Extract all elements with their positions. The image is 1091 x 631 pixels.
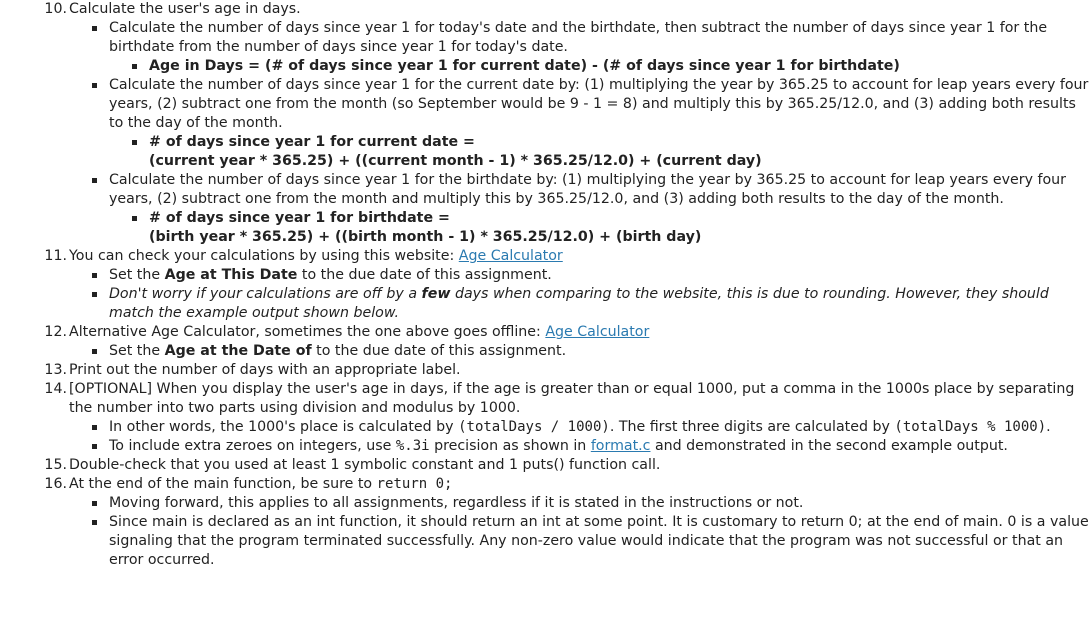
bullet-icon (92, 501, 97, 506)
sub-item-text: Since main is declared as an int function, it should return an int at some point. It is customary to return 0; at the end of main. 0 is a value signaling that the program terminated successfully. Any non-zero value would indicate that the program was not successful or that an error occurred. (109, 514, 1089, 568)
alt-age-calculator-link[interactable]: Age Calculator (545, 324, 650, 340)
sub-item (109, 285, 1091, 323)
item-number: 14. (44, 381, 67, 397)
item-text: At the end of the main function, be sure to (69, 476, 377, 492)
formula-line-2: (current year * 365.25) + ((current month - 1) * 365.25/12.0) + (current day) (149, 153, 762, 169)
formula-line-2: (birth year * 365.25) + ((birth month - 1) * 365.25/12.0) + (birth day) (149, 229, 702, 245)
item-number: 11. (44, 248, 67, 264)
sublist (109, 133, 1091, 171)
sub-item (109, 266, 1091, 285)
code-snippet: (totalDays % 1000) (894, 419, 1047, 435)
sub-item-bold-italic: few (421, 286, 451, 302)
list-item-11 (44, 247, 1091, 323)
sub-item-text: Calculate the number of days since year 1 for the current date by: (1) multiplying the year by 365.25 to account for leap years every four years, (2) subtract one from the month (so September would be 9 - 1 = 8) and multiply this by 365.25/12.0, and (3) adding both results to the day of the month. (109, 77, 1089, 131)
bullet-icon (92, 273, 97, 278)
item-text: Double-check that you used at least 1 symbolic constant and 1 puts() function call. (69, 457, 661, 473)
item-number: 15. (44, 457, 67, 473)
sublist (109, 209, 1091, 247)
item-text: Calculate the user's age in days. (69, 1, 301, 17)
sub-item-text: Set the (109, 343, 165, 359)
sub-item (109, 76, 1091, 171)
sub-item-text: Calculate the number of days since year 1 for the birthdate by: (1) multiplying the year by 365.25 to account for leap years every four years, (2) subtract one from the month and multiply this by 365.25/12.0, and (3) adding both results to the day of the month. (109, 172, 1066, 207)
sub-item (109, 494, 1091, 513)
sub-item-text: . The first three digits are calculated by (609, 419, 895, 435)
code-snippet: %.3i (395, 438, 430, 454)
sublist (69, 418, 1091, 456)
sub-sub-item (149, 209, 1091, 247)
list-item-14 (44, 380, 1091, 456)
sub-item (109, 513, 1091, 570)
sub-item-text: precision as shown in (429, 438, 591, 454)
sublist (69, 342, 1091, 361)
item-text: [OPTIONAL] When you display the user's age in days, if the age is greater than or equal 1000, put a comma in the 1000s place by separating the number into two parts using division and modulus by 1000. (69, 381, 1075, 416)
bullet-icon (132, 216, 137, 221)
sub-item-text: . (1046, 419, 1051, 435)
sub-item-text: and demonstrated in the second example output. (650, 438, 1008, 454)
list-item-10 (44, 0, 1091, 247)
formula-line-1: # of days since year 1 for current date = (149, 134, 475, 150)
item-text: Alternative Age Calculator, sometimes the one above goes offline: (69, 324, 546, 340)
code-snippet: (totalDays / 1000) (458, 419, 610, 435)
code-snippet: return 0; (376, 476, 453, 492)
sublist (69, 494, 1091, 570)
bullet-icon (132, 140, 137, 145)
sublist (69, 266, 1091, 323)
bullet-icon (92, 292, 97, 297)
sub-sub-item (149, 57, 1091, 76)
sub-item (109, 437, 1091, 456)
item-number: 10. (44, 1, 67, 17)
sub-item-text: to the due date of this assignment. (297, 267, 552, 283)
sublist (69, 19, 1091, 247)
formula-line-1: # of days since year 1 for birthdate = (149, 210, 450, 226)
sub-sub-item (149, 133, 1091, 171)
sub-item (109, 19, 1091, 76)
sub-item (109, 171, 1091, 247)
sub-item-text: to the due date of this assignment. (311, 343, 567, 359)
list-item-12 (44, 323, 1091, 361)
sub-item-text: Set the (109, 267, 165, 283)
bullet-icon (92, 520, 97, 525)
sub-item-text: To include extra zeroes on integers, use (109, 438, 396, 454)
item-text: Print out the number of days with an appropriate label. (69, 362, 461, 378)
bullet-icon (132, 64, 137, 69)
sub-item-text: Moving forward, this applies to all assignments, regardless if it is stated in the instructions or not. (109, 495, 804, 511)
sublist (109, 57, 1091, 76)
item-text: You can check your calculations by using this website: (69, 248, 459, 264)
bullet-icon (92, 26, 97, 31)
list-item-16 (44, 475, 1091, 570)
bullet-icon (92, 444, 97, 449)
sub-item-italic: Don't worry if your calculations are off by a (109, 286, 422, 302)
item-number: 12. (44, 324, 67, 340)
item-number: 13. (44, 362, 67, 378)
bullet-icon (92, 83, 97, 88)
sub-item-text: In other words, the 1000's place is calculated by (109, 419, 459, 435)
formula-text: Age in Days = (# of days since year 1 for current date) - (# of days since year 1 for birthdate) (149, 58, 900, 74)
sub-item-bold: Age at This Date (164, 267, 298, 283)
sub-item (109, 418, 1091, 437)
item-number: 16. (44, 476, 67, 492)
bullet-icon (92, 425, 97, 430)
sub-item-bold: Age at the Date of (164, 343, 312, 359)
list-item-15 (44, 456, 1091, 475)
list-item-13 (44, 361, 1091, 380)
sub-item-text: Calculate the number of days since year 1 for today's date and the birthdate, then subtract the number of days since year 1 for the birthdate from the number of days since year 1 for today's date. (109, 20, 1048, 55)
sub-item (109, 342, 1091, 361)
sub-item-italic: days when comparing to the website, this is due to rounding. However, they should match the example output shown below. (109, 286, 1049, 321)
format-c-link[interactable]: format.c (590, 438, 651, 454)
bullet-icon (92, 178, 97, 183)
age-calculator-link[interactable]: Age Calculator (458, 248, 563, 264)
bullet-icon (92, 349, 97, 354)
